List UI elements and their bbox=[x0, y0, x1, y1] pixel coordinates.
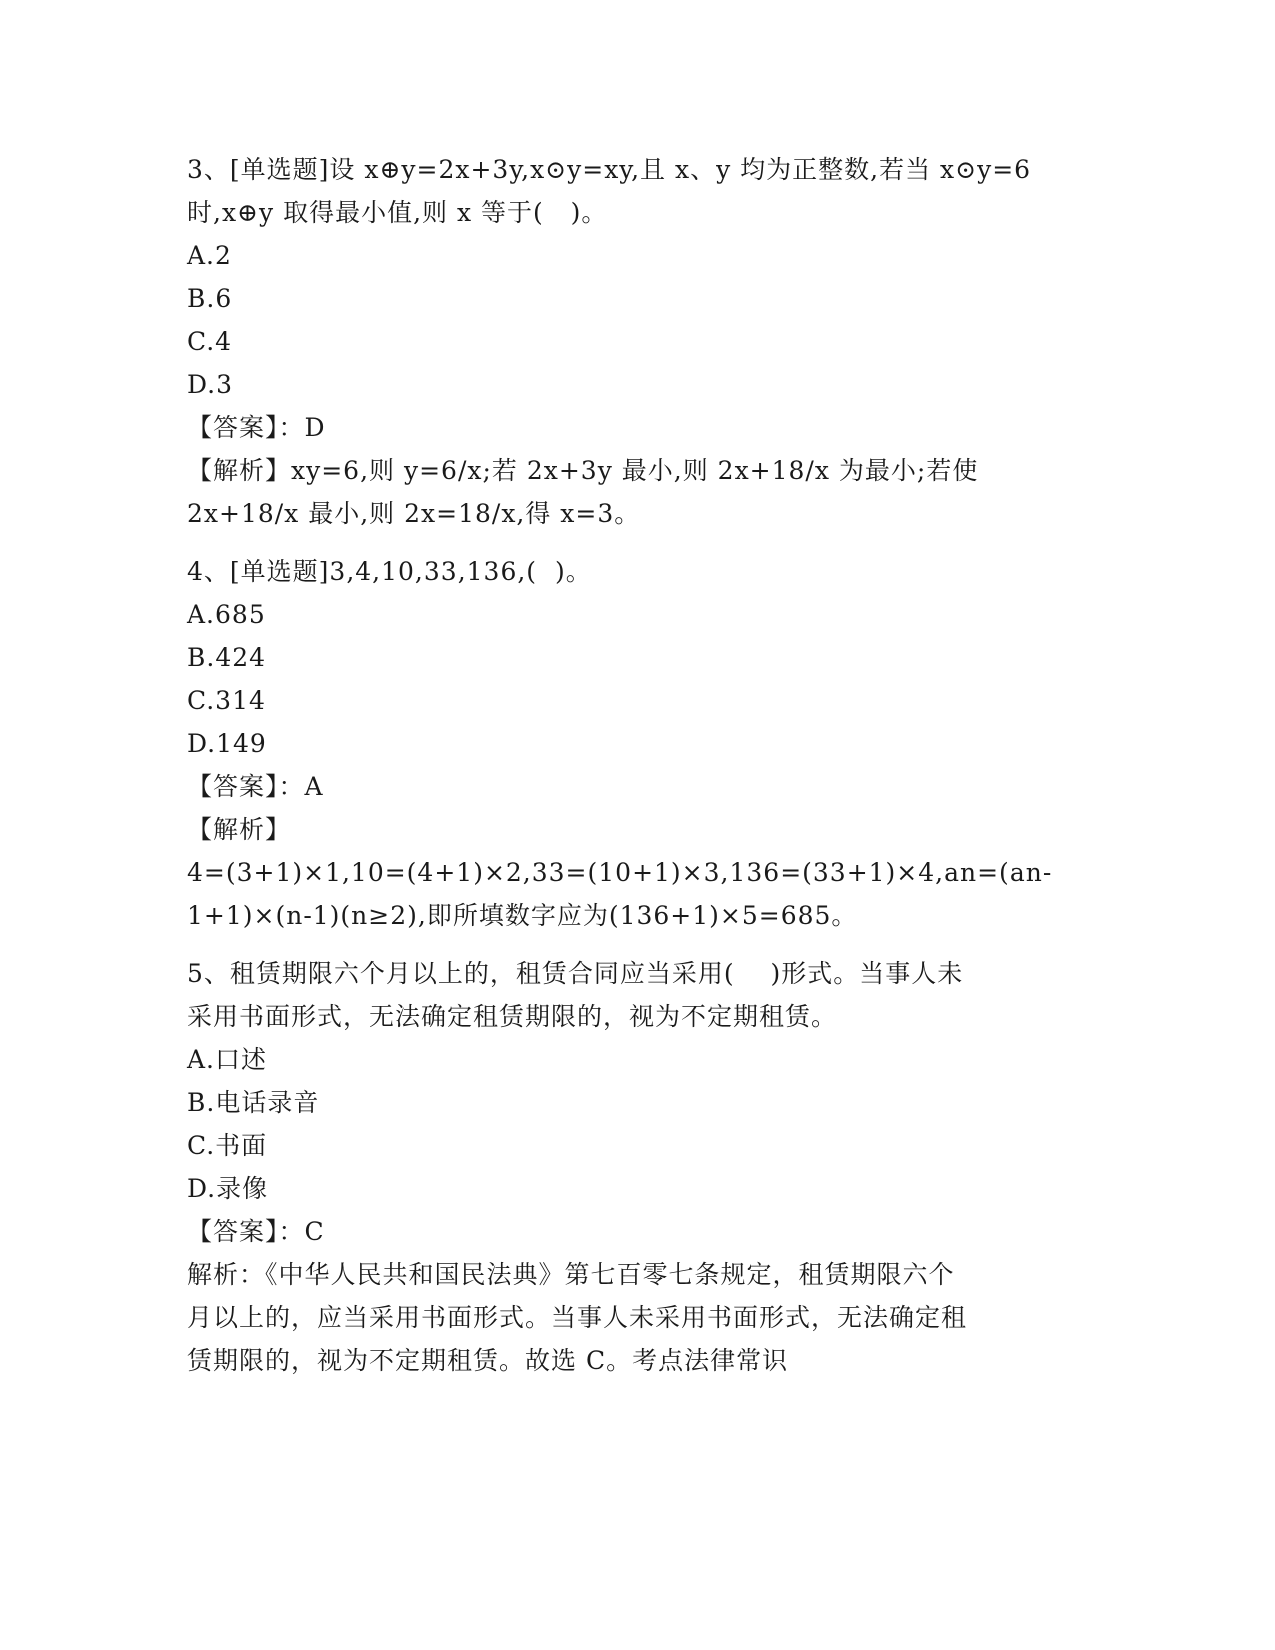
analysis-line: 2x+18/x 最小,则 2x=18/x,得 x=3。 bbox=[187, 499, 641, 528]
option-d: D.录像 bbox=[187, 1174, 269, 1203]
analysis-line: 【解析】 bbox=[187, 815, 292, 844]
question-gap bbox=[187, 937, 1087, 952]
question-stem-line: 采用书面形式，无法确定租赁期限的，视为不定期租赁。 bbox=[187, 1002, 838, 1031]
question-stem-line: 4、[单选题]3,4,10,33,136,( )。 bbox=[187, 557, 592, 586]
option-b: B.424 bbox=[187, 643, 267, 672]
answer-line: 【答案】：C bbox=[187, 1217, 325, 1246]
question-gap bbox=[187, 535, 1087, 550]
option-d: D.3 bbox=[187, 370, 234, 399]
analysis-line: 【解析】xy=6,则 y=6/x;若 2x+3y 最小,则 2x+18/x 为最小;若使 bbox=[187, 456, 979, 485]
question-block-4 bbox=[187, 550, 1087, 937]
answer-line: 【答案】：D bbox=[187, 413, 326, 442]
analysis-line: 月以上的，应当采用书面形式。当事人未采用书面形式，无法确定租 bbox=[187, 1303, 968, 1332]
question-stem-line: 时,x⊕y 取得最小值,则 x 等于( )。 bbox=[187, 198, 608, 227]
answer-line: 【答案】：A bbox=[187, 772, 324, 801]
document-page bbox=[187, 148, 1087, 1382]
option-c: C.书面 bbox=[187, 1131, 268, 1160]
option-b: B.6 bbox=[187, 284, 233, 313]
option-a: A.口述 bbox=[187, 1045, 268, 1074]
analysis-line: 1+1)×(n-1)(n≥2),即所填数字应为(136+1)×5=685。 bbox=[187, 901, 858, 930]
option-b: B.电话录音 bbox=[187, 1088, 320, 1117]
question-stem-line: 3、[单选题]设 x⊕y=2x+3y,x⊙y=xy,且 x、y 均为正整数,若当 x⊙y=6 bbox=[187, 155, 1032, 184]
analysis-line: 4=(3+1)×1,10=(4+1)×2,33=(10+1)×3,136=(33+1)×4,an=(an- bbox=[187, 858, 1053, 887]
question-block-5 bbox=[187, 952, 1087, 1382]
option-a: A.685 bbox=[187, 600, 266, 629]
option-c: C.4 bbox=[187, 327, 233, 356]
option-a: A.2 bbox=[187, 241, 232, 270]
option-d: D.149 bbox=[187, 729, 267, 758]
option-c: C.314 bbox=[187, 686, 266, 715]
question-stem-line: 5、租赁期限六个月以上的，租赁合同应当采用( )形式。当事人未 bbox=[187, 959, 964, 988]
analysis-line: 赁期限的，视为不定期租赁。故选 C。考点法律常识 bbox=[187, 1346, 789, 1375]
question-block-3 bbox=[187, 148, 1087, 535]
analysis-line: 解析：《中华人民共和国民法典》第七百零七条规定，租赁期限六个 bbox=[187, 1260, 955, 1289]
